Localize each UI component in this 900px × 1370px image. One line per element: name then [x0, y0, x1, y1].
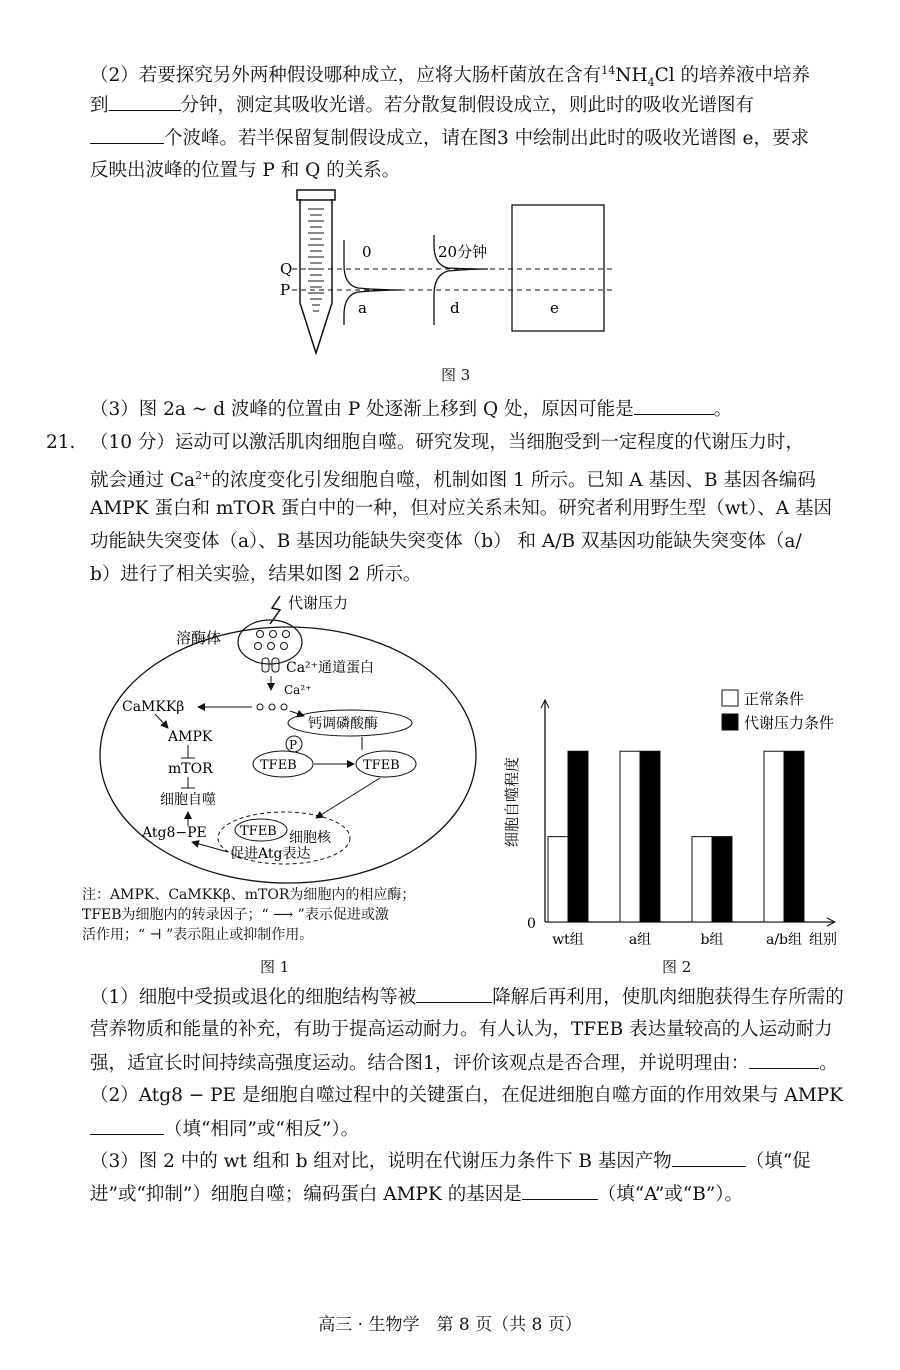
fig1-note-line1: 注：AMPK、CaMKKβ、mTOR为细胞内的相应酶； — [82, 887, 416, 903]
q21-stem-line4: 功能缺失突变体（a）、B 基因功能缺失突变体（b） 和 A/B 双基因功能缺失突变体（a/ — [90, 531, 802, 552]
question-number: 21. — [46, 432, 76, 453]
legend-label: 代谢压力条件 — [744, 714, 835, 732]
answer-blank[interactable] — [90, 125, 164, 144]
bar-normal — [620, 751, 640, 922]
q20-p3: （3）图 2a ~ d 波峰的位置由 P 处逐渐上移到 Q 处，原因可能是 。 — [90, 396, 732, 423]
label-nucleus: 细胞核 — [289, 830, 331, 846]
x-tick-label: b组 — [700, 932, 724, 948]
label-mtor: mTOR — [168, 761, 213, 777]
q21-p3-line1: （3）图 2 中的 wt 组和 b 组对比，说明在代谢压力条件下 B 基因产物 （填“促 — [90, 1148, 811, 1175]
ca-channel-left — [262, 658, 269, 672]
answer-blank[interactable] — [522, 1181, 598, 1200]
q21-p2-line1: （2）Atg8 − PE 是细胞自噬过程中的关键蛋白，在促进细胞自噬方面的作用效果与 AMPK — [90, 1085, 843, 1106]
label-calcineurin: 钙调磷酸酶 — [308, 716, 378, 732]
q21-p1-line2: 营养物质和能量的补充，有助于提高运动耐力。有人认为，TFEB 表达量较高的人运动耐力 — [90, 1019, 833, 1040]
q21-p2-line2: （填“相同”或“相反”）。 — [90, 1116, 359, 1143]
test-tube-cap — [297, 190, 335, 200]
figure-2-chart — [490, 680, 860, 950]
label-metabolic-stress: 代谢压力 — [288, 594, 349, 612]
answer-blank[interactable] — [749, 1050, 819, 1069]
figure-2-caption: 图 2 — [662, 958, 692, 976]
label-camkk: CaMKKβ — [122, 699, 185, 715]
figure-3 — [270, 185, 630, 360]
q21-p3-line2: 进”或“抑制”）细胞自噬；编码蛋白 AMPK 的基因是 （填“A”或“B”）。 — [90, 1181, 743, 1208]
bar-normal — [764, 751, 784, 922]
label-a: a — [358, 299, 367, 317]
label-time-20: 20分钟 — [438, 243, 488, 261]
bar-stress — [784, 751, 804, 922]
label-tfeb: TFEB — [363, 758, 400, 773]
label-tfeb-nucleus: TFEB — [240, 824, 277, 839]
x-tick-label: wt组 — [552, 932, 584, 948]
label-q: Q — [280, 260, 293, 278]
q21-p1-line3: 强，适宜长时间持续高强度运动。结合图1，评价该观点是否合理，并说明理由： 。 — [90, 1050, 838, 1077]
test-tube — [300, 199, 332, 353]
label-atg8-pe: Atg8−PE — [142, 825, 207, 841]
q21-stem-line1: （10 分）运动可以激活肌肉细胞自噬。研究发现，当细胞受到一定程度的代谢压力时， — [90, 432, 804, 453]
label-ca-ion: Ca²⁺ — [284, 683, 312, 697]
figure-1-caption: 图 1 — [260, 958, 290, 976]
q21-stem-line2: 就会通过 $Ca^{2+}$的浓度变化引发细胞自噬，机制如图 1 所示。已知 A 基因、B 基因各编码 — [90, 469, 816, 492]
q20-p2-line2: 到 分钟，测定其吸收光谱。若分散复制假设成立，则此时的吸收光谱图有 — [90, 92, 754, 119]
ca-channel-right — [272, 658, 279, 672]
q21-p1-line1: （1）细胞中受损或退化的细胞结构等被 降解后再利用，使肌肉细胞获得生存所需的 — [90, 984, 844, 1011]
label-promote-atg: 促进Atg表达 — [230, 846, 311, 862]
origin-label: 0 — [527, 916, 536, 932]
answer-blank[interactable] — [416, 984, 492, 1003]
label-tfeb-phospho: TFEB — [260, 758, 297, 773]
answer-blank[interactable] — [672, 1148, 746, 1167]
label-e: e — [550, 299, 559, 317]
x-tick-label: a/b组 — [765, 932, 803, 948]
page-footer: 高三 · 生物学 第 8 页（共 8 页） — [318, 1315, 582, 1335]
bar-stress — [712, 837, 732, 922]
bar-stress — [568, 751, 588, 922]
figure-3-caption: 图 3 — [441, 366, 471, 384]
arrow-tfeb-to-nucleus — [316, 778, 380, 818]
q20-p2-line3: 个波峰。若半保留复制假设成立，请在图3 中绘制出此时的吸收光谱图 e，要求 — [90, 125, 809, 152]
label-lysosome: 溶酶体 — [176, 629, 222, 647]
q21-stem-line5: b）进行了相关实验，结果如图 2 所示。 — [90, 564, 422, 585]
spectrum-a — [344, 240, 402, 325]
q21-stem-line3: AMPK 蛋白和 mTOR 蛋白中的一种，但对应关系未知。研究者利用野生型（wt）、A 基因 — [90, 498, 832, 519]
legend-swatch — [722, 714, 738, 730]
label-phosphate: P — [289, 738, 298, 752]
label-ampk: AMPK — [168, 729, 213, 745]
q20-p2-line1: （2）若要探究另外两种假设哪种成立，应将大肠杆菌放在含有$^{14}NH_4Cl$ 的培养液中培养 — [90, 64, 811, 89]
bar-normal — [548, 837, 568, 922]
q20-p2-line4: 反映出波峰的位置与 P 和 Q 的关系。 — [90, 160, 401, 181]
lysosome-particles — [255, 631, 290, 650]
ca-ions — [257, 704, 287, 710]
label-ca-channel: Ca²⁺通道蛋白 — [286, 660, 375, 676]
legend-swatch — [722, 690, 738, 706]
fig1-note-line3: 活作用；“ ⊣ ”表示阻止或抑制作用。 — [82, 927, 314, 943]
lysosome — [238, 620, 302, 664]
bar-stress — [640, 751, 660, 922]
fig1-note-line2: TFEB为细胞内的转录因子；“ ⟶ ”表示促进或激 — [82, 907, 389, 923]
x-tick-label: a组 — [628, 932, 652, 948]
figure-1 — [80, 590, 480, 890]
label-p: P — [280, 281, 291, 299]
tube-graduations — [308, 209, 324, 311]
legend-label: 正常条件 — [744, 690, 805, 708]
x-axis-label: 组别 — [809, 932, 837, 948]
label-d: d — [450, 299, 460, 317]
label-autophagy: 细胞自噬 — [160, 792, 216, 808]
answer-blank[interactable] — [634, 396, 714, 415]
label-time-0: 0 — [362, 243, 372, 261]
answer-blank[interactable] — [109, 92, 181, 111]
bar-normal — [692, 837, 712, 922]
arrow-camkk-to-ampk — [155, 714, 168, 728]
y-axis-label: 细胞自噬程度 — [503, 756, 521, 848]
answer-blank[interactable] — [90, 1116, 164, 1135]
